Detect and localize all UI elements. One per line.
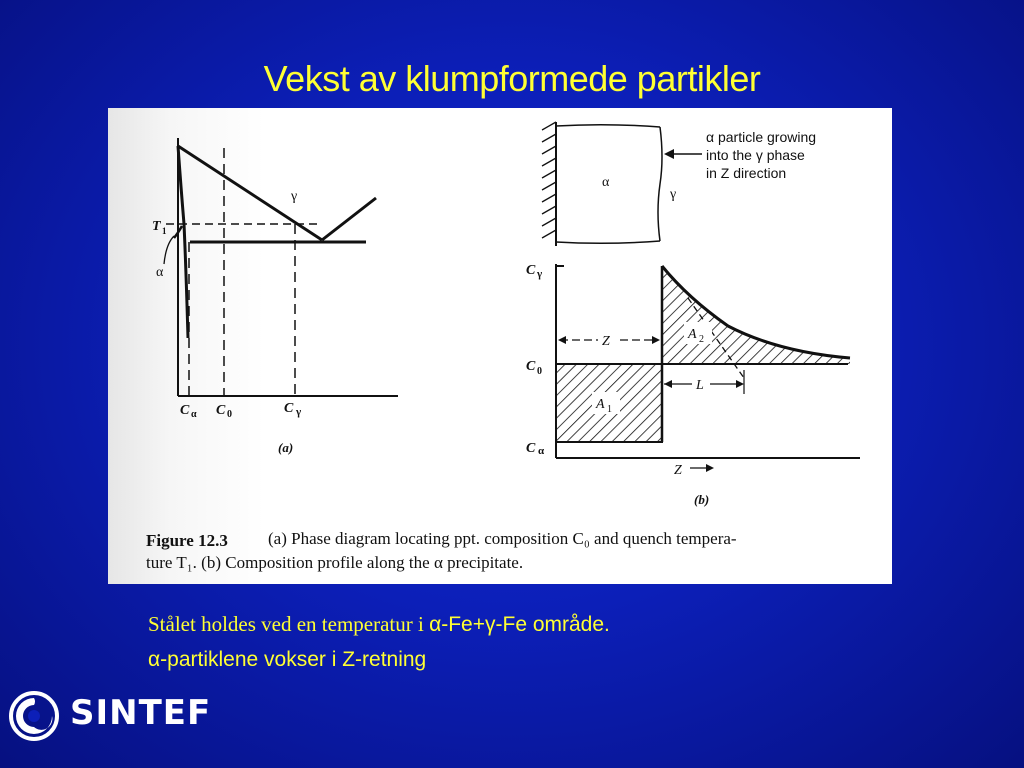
- c-alpha-label-sub: α: [191, 409, 197, 420]
- a1-label-sub: 1: [607, 404, 612, 415]
- profile-c0-label: C: [526, 359, 536, 374]
- c0-label-sub: 0: [227, 409, 232, 420]
- figure-caption-line-2: ture T₁. (b) Composition profile along the α precipitate.: [146, 553, 524, 572]
- particle-sketch: [542, 122, 816, 246]
- particle-alpha-label: α: [602, 175, 610, 190]
- profile-c-gamma-label: C: [526, 263, 536, 278]
- c-gamma-label: C: [284, 401, 294, 416]
- profile-c-alpha-label: C: [526, 441, 536, 456]
- c-alpha-label: C: [180, 403, 190, 418]
- annotation-line-2: into the γ phase: [706, 147, 805, 163]
- wall-hatching: [542, 122, 556, 238]
- matrix-gamma-label: γ: [670, 187, 677, 202]
- z-axis-arrow-icon: [706, 464, 714, 472]
- c0-label: C: [216, 403, 226, 418]
- alpha-solvus-line: [178, 146, 188, 338]
- phase-diagram: [152, 138, 398, 455]
- annotation-line-3: in Z direction: [706, 165, 787, 181]
- a1-label: A: [596, 397, 605, 412]
- caption-line-1-serif: Stålet holdes ved en temperatur i: [148, 612, 430, 636]
- a2-label: A: [688, 327, 697, 342]
- a2-label-sub: 2: [699, 334, 704, 345]
- figure-svg: [108, 108, 892, 584]
- caption-line-1: [148, 612, 610, 637]
- area-a2: [662, 266, 850, 364]
- annotation-arrow-icon: [664, 149, 674, 159]
- figure-caption: [146, 529, 737, 572]
- figure-caption-line-1: (a) Phase diagram locating ppt. composition C₀ and quench tempera-: [268, 529, 737, 548]
- z-axis-label: Z: [674, 463, 682, 478]
- panel-a-label: (a): [278, 440, 294, 455]
- caption-line-2: α-partiklene vokser i Z-retning: [148, 648, 427, 671]
- profile-c-alpha-label-sub: α: [538, 445, 545, 457]
- l-dimension-label: L: [696, 378, 704, 393]
- figure-caption-number: Figure 12.3: [146, 531, 228, 550]
- panel-b-label: (b): [694, 492, 710, 507]
- caption-line-1-sans: α-Fe+γ-Fe område.: [429, 613, 610, 636]
- liquidus-line: [178, 146, 322, 240]
- particle-interface: [658, 127, 662, 241]
- t1-label-sub: 1: [162, 226, 167, 236]
- alpha-phase-label: α: [156, 265, 164, 280]
- figure-panel: [108, 108, 892, 584]
- profile-c-gamma-label-sub: γ: [537, 268, 543, 280]
- gamma-phase-label: γ: [291, 189, 298, 204]
- liquidus-right-line: [322, 198, 376, 240]
- composition-profile: [526, 263, 860, 507]
- annotation-line-1: α particle growing: [706, 129, 817, 145]
- c-gamma-label-sub: γ: [296, 406, 302, 418]
- slide-title: Vekst av klumpformede partikler: [263, 58, 761, 99]
- profile-c0-label-sub: 0: [537, 366, 542, 377]
- sintef-logo-text: SINTEF: [70, 693, 212, 733]
- t1-label: T: [152, 219, 161, 234]
- z-dimension-label: Z: [602, 334, 610, 349]
